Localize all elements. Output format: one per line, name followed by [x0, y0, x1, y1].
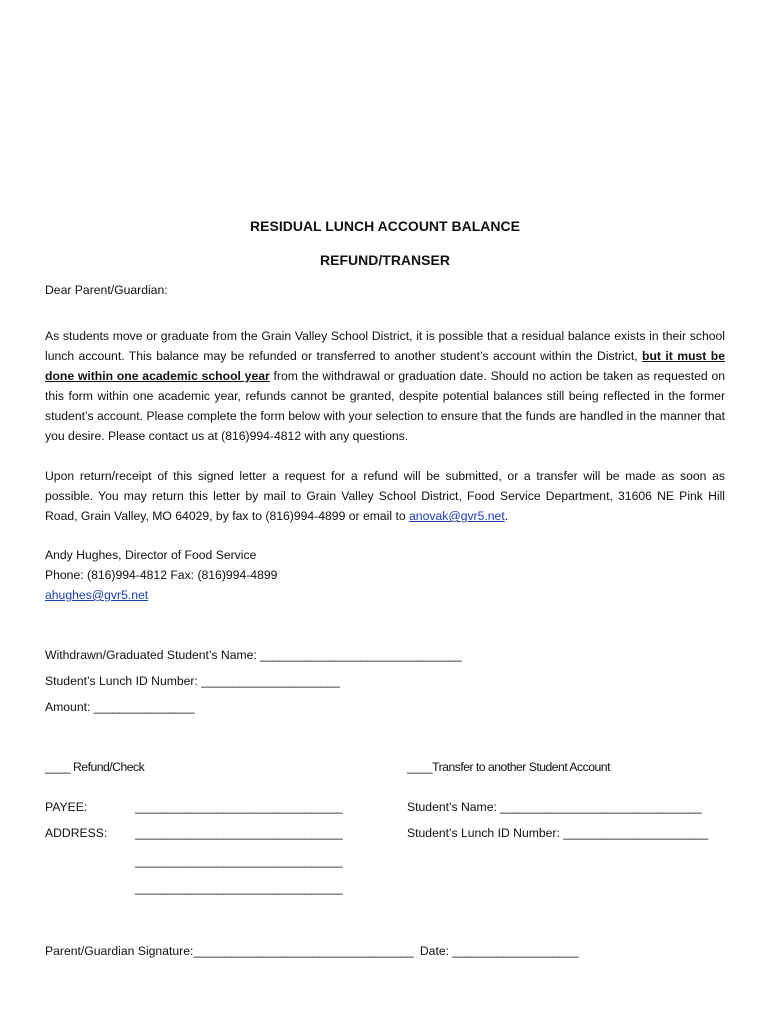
lunch-id-blank[interactable]: ______________________: [201, 674, 340, 688]
transfer-lunch-id-label: Student’s Lunch ID Number:: [407, 826, 564, 840]
return-email-link[interactable]: anovak@gvr5.net: [409, 509, 505, 523]
transfer-student-name-label: Student’s Name:: [407, 800, 501, 814]
document-subtitle: REFUND/TRANSER: [320, 252, 450, 268]
intro-text-2: from the withdrawal or graduation date. Should no action be taken as requested on this form within one academic year, refunds cannot be granted, despite potential balances still being reflected in the former student’s account. Please complete the form below with your selection to ensure that the funds are handled in the manner that you desire. Please contact us at (816)994-4812 with any questions.: [45, 369, 725, 443]
return-text-1: Upon return/receipt of this signed letter a request for a refund will be submitted, or a transfer will be made as soon as possible. You may return this letter by mail to Grain Valley School District, Food Service Department, 31606 NE Pink Hill Road, Grain Valley, MO 64029, by fax to (816)994-4899 or email to: [45, 469, 725, 523]
signature-label: Parent/Guardian Signature:: [45, 944, 194, 958]
transfer-option[interactable]: ____Transfer to another Student Account: [407, 760, 610, 774]
signature-blank[interactable]: ___________________________________: [193, 944, 414, 958]
intro-text-1: As students move or graduate from the Grain Valley School District, it is possible that a residual balance exists in their school lunch account. This balance may be refunded or transferred to another student’s account within the District,: [45, 329, 725, 363]
signature-row[interactable]: [45, 944, 578, 958]
intro-emphasis: but it must be done within one academic school year: [45, 349, 725, 383]
address-blank-1[interactable]: _________________________________: [135, 826, 343, 840]
payee-blank[interactable]: _________________________________: [135, 800, 343, 814]
return-paragraph: [45, 466, 725, 526]
payee-label: PAYEE:: [45, 800, 88, 814]
lunch-id-label: Student’s Lunch ID Number:: [45, 674, 202, 688]
address-blank-2[interactable]: _________________________________: [135, 854, 343, 868]
transfer-student-name-field[interactable]: [407, 800, 701, 814]
intro-paragraph: [45, 326, 725, 446]
document-title: RESIDUAL LUNCH ACCOUNT BALANCE: [250, 218, 520, 234]
transfer-lunch-id-blank[interactable]: _______________________: [563, 826, 708, 840]
student-name-label: Withdrawn/Graduated Student’s Name:: [45, 648, 261, 662]
return-text-2: .: [504, 509, 509, 523]
contact-name: Andy Hughes, Director of Food Service: [45, 548, 257, 562]
date-blank[interactable]: ____________________: [452, 944, 578, 958]
refund-check-option[interactable]: ____ Refund/Check: [45, 760, 145, 774]
amount-field[interactable]: [45, 700, 194, 714]
student-name-field[interactable]: [45, 648, 461, 662]
contact-email-row: [45, 588, 148, 602]
transfer-lunch-id-field[interactable]: [407, 826, 708, 840]
lunch-id-field[interactable]: [45, 674, 339, 688]
date-label: Date:: [413, 944, 453, 958]
contact-email-link[interactable]: ahughes@gvr5.net: [45, 588, 149, 602]
contact-phone-fax: Phone: (816)994-4812 Fax: (816)994-4899: [45, 568, 278, 582]
address-label: ADDRESS:: [45, 826, 108, 840]
amount-label: Amount:: [45, 700, 94, 714]
salutation: Dear Parent/Guardian:: [45, 283, 168, 297]
transfer-student-name-blank[interactable]: ________________________________: [500, 800, 702, 814]
amount-blank[interactable]: ________________: [93, 700, 195, 714]
address-blank-3[interactable]: _________________________________: [135, 881, 343, 895]
student-name-blank[interactable]: ________________________________: [260, 648, 462, 662]
